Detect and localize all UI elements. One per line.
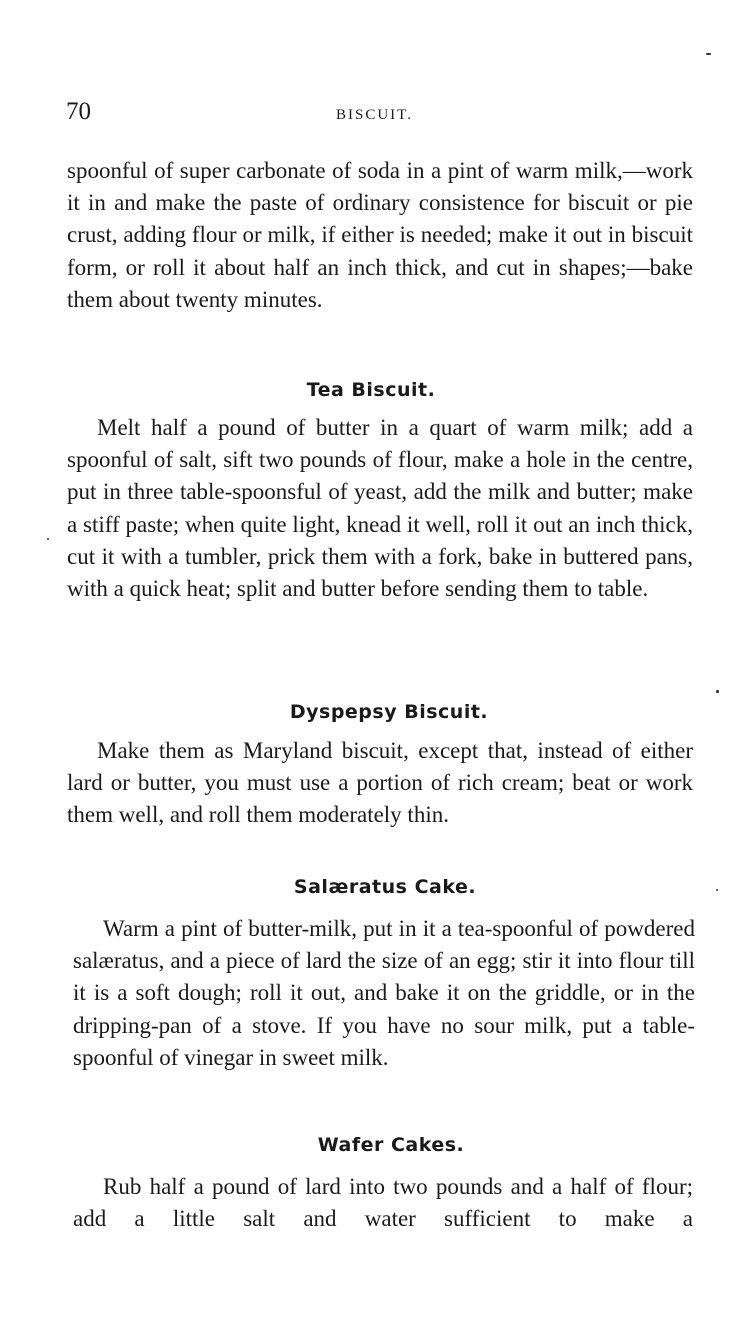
running-head: BISCUIT. (336, 107, 413, 123)
saleratus-cake-paragraph: Warm a pint of butter-milk, put in it a tea-spoonful of powdered salæratus, and a piece of lard the size of an egg; stir it into flour till it is a soft dough; roll it out, and bake it on the griddle, or in the dripping-pan of a stove. If you have no sour milk, put a table-spoonful of vinegar in sweet milk. (73, 916, 695, 1070)
dyspepsy-biscuit-heading: Dyspepsy Biscuit. (289, 701, 489, 723)
print-speck (47, 538, 49, 540)
tea-biscuit-heading: Tea Biscuit. (306, 379, 436, 401)
wafer-cakes-heading: Wafer Cakes. (317, 1134, 465, 1156)
print-speck (716, 889, 718, 891)
print-speck (706, 53, 711, 55)
saleratus-cake-heading: Salæratus Cake. (293, 876, 477, 898)
page-header (0, 98, 750, 128)
print-speck (716, 690, 719, 693)
intro-paragraph: spoonful of super carbonate of soda in a pint of warm milk,—work it in and make the paste of ordinary consistence for biscuit or pie crust, adding flour or milk, if either is needed; make it out in biscuit form, or roll it about half an inch thick, and cut in shapes;—bake them about twenty minutes. (67, 158, 693, 312)
dyspepsy-biscuit-paragraph: Make them as Maryland biscuit, except that, instead of either lard or butter, you must use a portion of rich cream; beat or work them well, and roll them moderately thin. (67, 738, 693, 828)
page-number: 70 (66, 98, 91, 125)
tea-biscuit-paragraph: Melt half a pound of butter in a quart of warm milk; add a spoonful of salt, sift two pounds of flour, make a hole in the centre, put in three table-spoonsful of yeast, add the milk and butter; make a stiff paste; when quite light, knead it well, roll it out an inch thick, cut it with a tumbler, prick them with a fork, bake in buttered pans, with a quick heat; split and butter before sending them to table. (67, 415, 693, 602)
wafer-cakes-paragraph: Rub half a pound of lard into two pounds and a half of flour; add a little salt and water sufficient to make a (73, 1174, 693, 1232)
